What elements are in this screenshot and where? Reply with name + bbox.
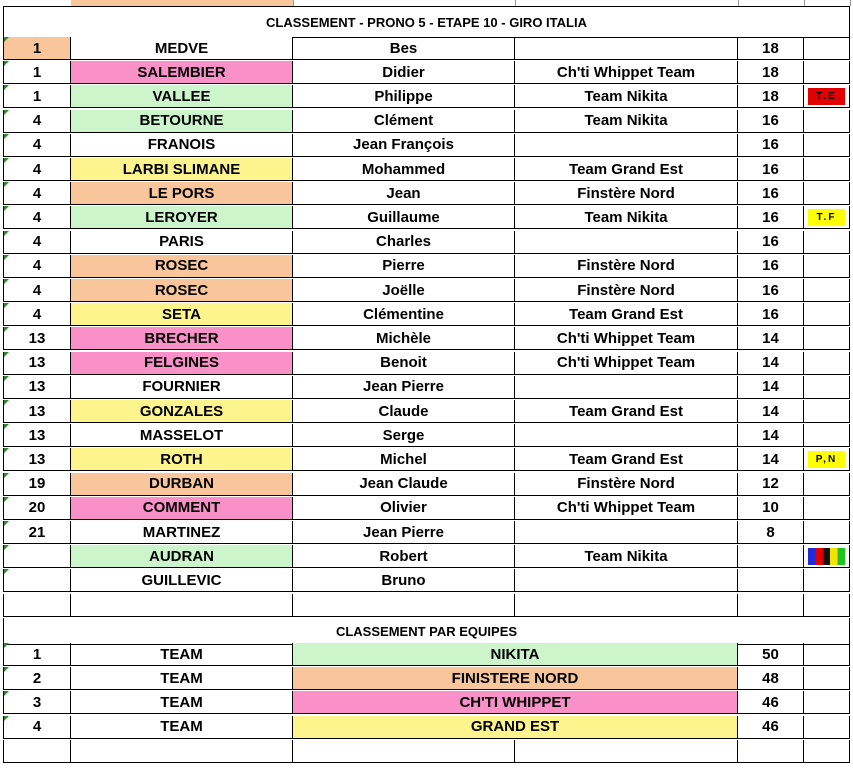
team-cell[interactable]: Team Grand Est [515,400,738,423]
table-row [3,182,850,206]
rider-firstname-cell[interactable]: Guillaume [293,206,515,229]
team-cell[interactable]: Team Grand Est [515,448,738,471]
rider-name-cell[interactable]: SETA [71,303,293,326]
team-name-cell[interactable]: NIKITA [293,643,738,666]
rider-name-cell[interactable]: GUILLEVIC [71,569,293,592]
table-row [3,303,850,327]
rider-firstname-cell[interactable]: Jean François [293,134,515,157]
rider-name-cell[interactable]: SALEMBIER [71,61,293,84]
partial-cell[interactable] [515,0,739,6]
table-row [3,37,850,61]
rider-name-cell[interactable]: ROTH [71,448,293,471]
partial-cell[interactable] [71,0,294,6]
rank-cell[interactable] [3,545,71,568]
table-row [3,110,850,134]
points-cell[interactable] [738,569,804,592]
team-cell[interactable] [515,37,738,60]
team-cell[interactable] [515,569,738,592]
team-rank-cell[interactable]: 4 [3,716,71,739]
points-cell[interactable]: 16 [738,303,804,326]
points-cell[interactable]: 16 [738,206,804,229]
team-cell[interactable]: Finstère Nord [515,255,738,278]
points-cell[interactable]: 14 [738,352,804,375]
team-cell[interactable]: Ch'ti Whippet Team [515,61,738,84]
rider-firstname-cell[interactable]: Joëlle [293,279,515,302]
jersey-cell[interactable] [804,37,850,60]
empty-cell[interactable] [293,594,515,617]
partial-cell[interactable] [3,0,72,6]
table-row [3,327,850,351]
rank-cell[interactable]: 13 [3,448,71,471]
jersey-cell[interactable] [804,182,850,205]
points-cell[interactable]: 14 [738,424,804,447]
table-row [3,545,850,569]
rider-firstname-cell[interactable]: Benoit [293,352,515,375]
rider-firstname-cell[interactable]: Didier [293,61,515,84]
rider-name-cell[interactable]: FELGINES [71,352,293,375]
points-cell[interactable]: 16 [738,279,804,302]
points-cell[interactable]: 16 [738,110,804,133]
rider-firstname-cell[interactable]: Charles [293,231,515,254]
rank-cell[interactable]: 13 [3,327,71,350]
table-row [3,424,850,448]
team-label-cell[interactable]: TEAM [71,716,293,739]
table-row [3,473,850,497]
jersey-cell[interactable] [804,110,850,133]
jersey-cell[interactable] [804,134,850,157]
empty-cell[interactable] [738,594,804,617]
rider-firstname-cell[interactable]: Pierre [293,255,515,278]
rank-cell[interactable]: 20 [3,497,71,520]
jersey-cell[interactable] [804,376,850,399]
table-row [3,497,850,521]
rider-firstname-cell[interactable]: Philippe [293,85,515,108]
table-row [3,255,850,279]
empty-cell[interactable] [738,740,804,763]
jersey-cell[interactable] [804,473,850,496]
rider-name-cell[interactable]: ROSEC [71,279,293,302]
rank-cell[interactable]: 13 [3,400,71,423]
partial-cell[interactable] [293,0,516,6]
points-cell[interactable]: 14 [738,376,804,399]
rider-name-cell[interactable]: COMMENT [71,497,293,520]
team-cell[interactable] [515,376,738,399]
rider-firstname-cell[interactable]: Serge [293,424,515,447]
team-cell[interactable]: Finstère Nord [515,473,738,496]
table-row [3,158,850,182]
empty-cell[interactable] [515,594,738,617]
rank-cell[interactable]: 4 [3,255,71,278]
top-partial-row [3,0,850,7]
points-cell[interactable]: 18 [738,37,804,60]
rank-cell[interactable]: 13 [3,352,71,375]
jersey-cell[interactable] [804,158,850,181]
rank-cell[interactable]: 13 [3,424,71,447]
rider-name-cell[interactable]: GONZALES [71,400,293,423]
rider-name-cell[interactable]: LARBI SLIMANE [71,158,293,181]
team-cell[interactable]: Team Nikita [515,545,738,568]
empty-cell[interactable] [3,594,71,617]
team-row [3,643,850,667]
team-label-cell[interactable]: TEAM [71,643,293,666]
jersey-cell[interactable] [804,279,850,302]
empty-cell[interactable] [804,667,850,690]
team-cell[interactable]: Team Grand Est [515,158,738,181]
world-champion-jersey-icon [808,548,845,565]
table-row [3,85,850,109]
jersey-cell[interactable] [804,231,850,254]
rank-cell[interactable]: 4 [3,279,71,302]
team-rank-cell[interactable]: 1 [3,643,71,666]
table-row [3,61,850,85]
empty-cell[interactable] [804,691,850,714]
team-points-cell[interactable]: 46 [738,691,804,714]
rider-firstname-cell[interactable]: Jean Pierre [293,376,515,399]
table-row [3,521,850,545]
team-cell[interactable] [515,134,738,157]
rider-firstname-cell[interactable]: Jean [293,182,515,205]
partial-cell[interactable] [738,0,805,6]
points-cell[interactable]: 14 [738,400,804,423]
team-cell[interactable] [515,424,738,447]
team-cell[interactable]: Ch'ti Whippet Team [515,352,738,375]
points-cell[interactable]: 16 [738,134,804,157]
empty-cell[interactable] [71,594,293,617]
team-cell[interactable]: Team Grand Est [515,303,738,326]
rider-name-cell[interactable]: BETOURNE [71,110,293,133]
points-cell[interactable]: 14 [738,448,804,471]
rider-firstname-cell[interactable]: Olivier [293,497,515,520]
jersey-badge: T.E [808,88,845,105]
points-cell[interactable]: 12 [738,473,804,496]
rider-firstname-cell[interactable]: Mohammed [293,158,515,181]
rank-cell[interactable]: 1 [3,85,71,108]
table-row [3,352,850,376]
points-cell[interactable]: 16 [738,231,804,254]
rider-firstname-cell[interactable]: Robert [293,545,515,568]
rider-firstname-cell[interactable]: Claude [293,400,515,423]
rider-firstname-cell[interactable]: Bruno [293,569,515,592]
rank-cell[interactable]: 4 [3,182,71,205]
team-label-cell[interactable]: TEAM [71,667,293,690]
team-cell[interactable]: Team Nikita [515,110,738,133]
jersey-cell[interactable] [804,521,850,544]
rank-cell[interactable]: 4 [3,303,71,326]
points-cell[interactable]: 14 [738,327,804,350]
empty-row [3,740,850,764]
points-cell[interactable]: 16 [738,255,804,278]
table-row [3,134,850,158]
empty-row [3,594,850,618]
jersey-cell[interactable] [804,85,850,108]
jersey-cell[interactable] [804,255,850,278]
rank-cell[interactable]: 4 [3,134,71,157]
team-cell[interactable]: Ch'ti Whippet Team [515,497,738,520]
team-name-cell[interactable]: CH'TI WHIPPET [293,691,738,714]
table-row [3,448,850,472]
rank-cell[interactable]: 4 [3,158,71,181]
empty-cell[interactable] [804,716,850,739]
jersey-cell[interactable] [804,206,850,229]
table-row [3,231,850,255]
partial-cell[interactable] [804,0,851,6]
points-cell[interactable]: 10 [738,497,804,520]
rider-name-cell[interactable]: DURBAN [71,473,293,496]
rider-name-cell[interactable]: LE PORS [71,182,293,205]
team-ranking-title: CLASSEMENT PAR EQUIPES [3,618,850,645]
team-points-cell[interactable]: 48 [738,667,804,690]
team-cell[interactable] [515,231,738,254]
team-cell[interactable]: Team Nikita [515,85,738,108]
team-row [3,667,850,691]
rider-firstname-cell[interactable]: Clément [293,110,515,133]
points-cell[interactable]: 16 [738,158,804,181]
rider-name-cell[interactable]: FOURNIER [71,376,293,399]
jersey-badge: P,N [808,451,845,468]
rider-name-cell[interactable]: ROSEC [71,255,293,278]
rank-cell[interactable]: 19 [3,473,71,496]
rider-firstname-cell[interactable]: Clémentine [293,303,515,326]
rider-firstname-cell[interactable]: Jean Claude [293,473,515,496]
team-cell[interactable] [515,521,738,544]
rider-name-cell[interactable]: BRECHER [71,327,293,350]
rider-name-cell[interactable]: MARTINEZ [71,521,293,544]
empty-cell[interactable] [3,740,71,763]
team-cell[interactable]: Ch'ti Whippet Team [515,327,738,350]
ranking-sheet [3,0,850,768]
rank-cell[interactable]: 4 [3,231,71,254]
table-row [3,206,850,230]
empty-cell[interactable] [804,594,850,617]
table-row [3,400,850,424]
team-name-cell[interactable]: GRAND EST [293,716,738,739]
team-points-cell[interactable]: 50 [738,643,804,666]
sheet-title: CLASSEMENT - PRONO 5 - ETAPE 10 - GIRO ITALIA [3,7,850,38]
table-row [3,279,850,303]
points-cell[interactable] [738,545,804,568]
jersey-cell[interactable] [804,497,850,520]
rider-name-cell[interactable]: VALLEE [71,85,293,108]
empty-cell[interactable] [71,740,293,763]
rider-firstname-cell[interactable]: Jean Pierre [293,521,515,544]
jersey-cell[interactable] [804,424,850,447]
points-cell[interactable]: 16 [738,182,804,205]
rank-cell[interactable]: 13 [3,376,71,399]
empty-cell[interactable] [293,740,515,763]
team-points-cell[interactable]: 46 [738,716,804,739]
points-cell[interactable]: 8 [738,521,804,544]
rank-cell[interactable]: 21 [3,521,71,544]
table-row [3,376,850,400]
team-cell[interactable]: Finstère Nord [515,279,738,302]
rider-name-cell[interactable]: PARIS [71,231,293,254]
jersey-cell[interactable] [804,327,850,350]
team-row [3,716,850,740]
team-rank-cell[interactable]: 2 [3,667,71,690]
team-row [3,691,850,715]
jersey-cell[interactable] [804,448,850,471]
rank-cell[interactable]: 4 [3,110,71,133]
jersey-cell[interactable] [804,569,850,592]
rider-firstname-cell[interactable]: Bes [293,37,515,60]
jersey-cell[interactable] [804,303,850,326]
rider-name-cell[interactable]: AUDRAN [71,545,293,568]
team-rank-cell[interactable]: 3 [3,691,71,714]
jersey-cell[interactable] [804,400,850,423]
rank-cell[interactable] [3,569,71,592]
rider-name-cell[interactable]: MEDVE [71,37,293,60]
points-cell[interactable]: 18 [738,61,804,84]
rank-cell[interactable]: 1 [3,61,71,84]
jersey-cell[interactable] [804,61,850,84]
rank-cell[interactable]: 4 [3,206,71,229]
points-cell[interactable]: 18 [738,85,804,108]
team-cell[interactable]: Finstère Nord [515,182,738,205]
rider-name-cell[interactable]: LEROYER [71,206,293,229]
empty-cell[interactable] [804,740,850,763]
rider-name-cell[interactable]: FRANOIS [71,134,293,157]
table-row [3,569,850,593]
team-label-cell[interactable]: TEAM [71,691,293,714]
rider-firstname-cell[interactable]: Michel [293,448,515,471]
rank-cell[interactable]: 1 [3,37,71,60]
team-name-cell[interactable]: FINISTERE NORD [293,667,738,690]
jersey-cell[interactable] [804,352,850,375]
rider-firstname-cell[interactable]: Michèle [293,327,515,350]
rider-name-cell[interactable]: MASSELOT [71,424,293,447]
jersey-badge: T.F [808,209,845,226]
empty-cell[interactable] [515,740,738,763]
team-cell[interactable]: Team Nikita [515,206,738,229]
jersey-cell[interactable] [804,545,850,568]
empty-cell[interactable] [804,643,850,666]
